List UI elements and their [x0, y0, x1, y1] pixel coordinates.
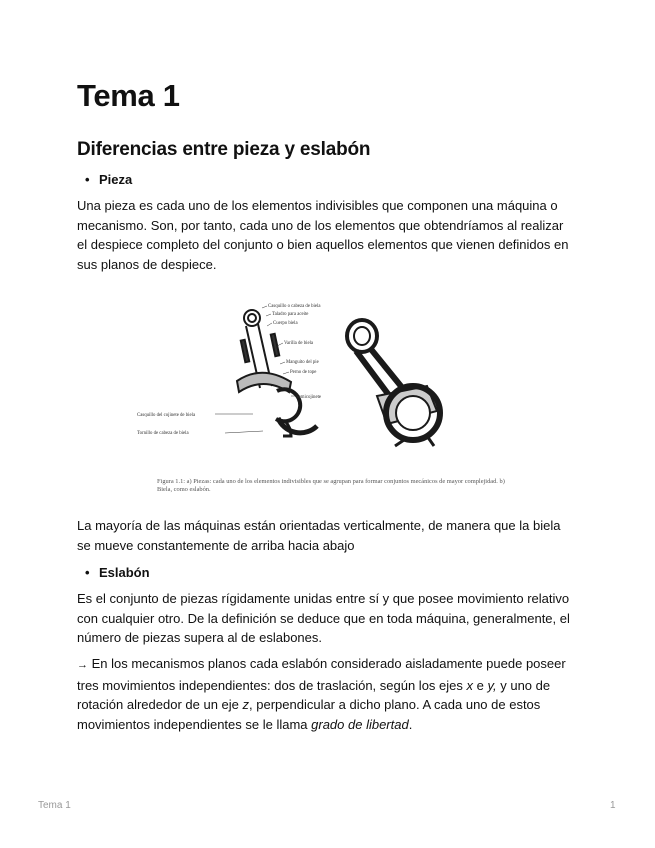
callout-label: Manguito del pie: [286, 360, 319, 365]
bullet-icon: •: [85, 565, 90, 580]
callout-label: Perno de tope: [290, 370, 317, 375]
bullet-label: Pieza: [99, 172, 133, 187]
paragraph-eslabon: Es el conjunto de piezas rígidamente unidas entre sí y que posee movimiento relativo con cualquier otro. De la definición se deduce que en toda máquina, generalmente, el número de piezas supera al de eslabones.: [77, 591, 570, 646]
page-title: Tema 1: [77, 78, 180, 113]
callout-label: Cuerpo biela: [273, 321, 298, 326]
callout-label: Casquillo del cojinete de biela: [137, 413, 196, 418]
bullet-item-eslabon: [85, 565, 150, 580]
paragraph-orientation: La mayoría de las máquinas están orientadas verticalmente, de manera que la biela se mueve constantemente de arriba hacia abajo: [77, 518, 561, 553]
arrow-icon: →: [77, 659, 88, 671]
bullet-item-pieza: [85, 172, 132, 187]
paragraph-degrees-of-freedom: → En los mecanismos planos cada eslabón considerado aisladamente puede poseer tres movimientos independientes: dos de traslación, según los ejes x e y, y uno de rotación alrededor de un eje z, perpendicular a dicho plano. A cada uno de estos movimientos independientes se le llama grado de libertad.: [77, 656, 566, 732]
callout-label: Varilla de biela: [284, 341, 314, 346]
footer-title: Tema 1: [38, 800, 71, 811]
bullet-label: Eslabón: [99, 565, 150, 580]
figure-connecting-rod: [77, 296, 577, 501]
figure-caption: Figura 1.1: a) Piezas: cada uno de los elementos indivisibles que se agrupan para formar conjuntos mecánicos de mayor complejidad. b) Biela, como eslabón.: [157, 478, 505, 493]
callout-label: Semicojinete: [296, 395, 322, 400]
section-heading: Diferencias entre pieza y eslabón: [77, 139, 371, 160]
page-number: 1: [610, 800, 616, 811]
paragraph-pieza: Una pieza es cada uno de los elementos indivisibles que componen una máquina o mecanismo. Son, por tanto, cada uno de los elementos que obtendríamos al realizar el despiece completo del conjunto o bien aquellos elementos que vienen definidos en sus planos de despiece.: [77, 198, 569, 272]
callout-label: Taladro para aceite: [272, 312, 309, 317]
connecting-rod-illustration: [77, 296, 577, 501]
callout-label: Tornillo de cabeza de biela: [137, 431, 189, 436]
callout-label: Casquillo o cabeza de biela: [268, 304, 321, 309]
bullet-icon: •: [85, 172, 90, 187]
